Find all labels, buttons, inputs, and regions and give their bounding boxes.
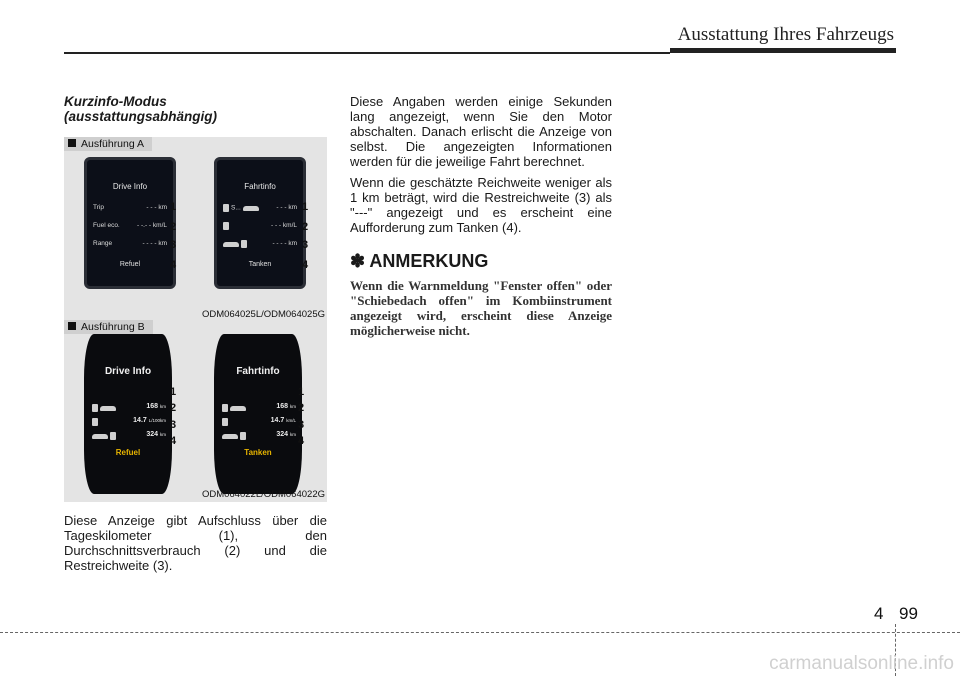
row-unit: km bbox=[160, 404, 166, 409]
figure-a-code: ODM064025L/ODM064025G bbox=[201, 309, 325, 320]
paragraph: Wenn die geschätzte Reichweite weniger als 1 km beträgt, wird die Restreichweite (3) als "---" angezeigt und es erscheint eine Aufforderung zum Tanken (4). bbox=[350, 175, 612, 235]
row-value: 324 bbox=[276, 431, 289, 438]
square-bullet-icon bbox=[68, 139, 76, 147]
row-value: 324 bbox=[146, 431, 159, 438]
car-icon bbox=[92, 434, 108, 439]
page-number: 99 bbox=[899, 604, 918, 623]
callout-3: 3 bbox=[298, 419, 305, 431]
row-value: 14.7 bbox=[270, 417, 285, 424]
row-unit: km bbox=[160, 432, 166, 437]
square-bullet-icon bbox=[68, 322, 76, 330]
display-title: Fahrtinfo bbox=[244, 182, 276, 191]
row-unit: km bbox=[288, 240, 297, 247]
row-label: Trip bbox=[93, 204, 104, 211]
figure-variant-a bbox=[64, 137, 327, 322]
row-fuel-economy bbox=[223, 222, 297, 232]
fuel-pump-icon bbox=[223, 222, 229, 230]
row-value: - - - - bbox=[272, 240, 287, 247]
refuel-prompt: Tanken bbox=[244, 448, 272, 457]
callout-4: 4 bbox=[302, 259, 309, 271]
row-value: - - - bbox=[276, 204, 287, 211]
callout-2: 2 bbox=[170, 221, 177, 233]
row-unit: km bbox=[288, 204, 297, 211]
callout-3: 3 bbox=[170, 239, 177, 251]
row-unit: km/L bbox=[282, 222, 297, 229]
row-label: Range bbox=[93, 240, 113, 247]
header-title: Ausstattung Ihres Fahrzeugs bbox=[677, 24, 894, 45]
row-unit: L/100km bbox=[148, 418, 166, 423]
fuel-pump-icon bbox=[222, 404, 228, 412]
row-value: - - - bbox=[146, 204, 157, 211]
row-fuel-economy bbox=[222, 417, 296, 427]
display-a-english bbox=[84, 157, 176, 289]
fuel-pump-icon bbox=[110, 432, 116, 440]
callout-2: 2 bbox=[170, 402, 177, 414]
figure-a-label bbox=[64, 137, 152, 151]
fuel-pump-icon bbox=[240, 432, 246, 440]
callout-3: 3 bbox=[302, 239, 309, 251]
figure-variant-b bbox=[64, 320, 327, 502]
row-trip bbox=[92, 403, 166, 413]
display-title: Fahrtinfo bbox=[236, 366, 280, 377]
callout-1: 1 bbox=[170, 201, 177, 213]
row-range bbox=[93, 240, 167, 250]
refuel-prompt: Tanken bbox=[248, 261, 272, 268]
row-fuel-economy bbox=[93, 222, 167, 232]
callout-2: 2 bbox=[298, 402, 305, 414]
display-title: Drive Info bbox=[104, 366, 152, 377]
callout-4: 4 bbox=[170, 259, 177, 271]
row-value: - - - bbox=[270, 222, 282, 229]
header-rule bbox=[64, 52, 670, 54]
section-title-line2: (ausstattungsabhängig) bbox=[64, 109, 218, 124]
figure-b-label bbox=[64, 320, 153, 334]
row-range bbox=[92, 431, 166, 441]
row-unit: km bbox=[290, 432, 296, 437]
refuel-prompt: Refuel bbox=[119, 261, 141, 268]
refuel-prompt: Refuel bbox=[115, 448, 141, 457]
row-range bbox=[223, 240, 297, 250]
row-label: S... bbox=[231, 204, 241, 212]
display-b-english bbox=[84, 334, 172, 494]
section-title-line1: Kurzinfo-Modus bbox=[64, 94, 167, 109]
row-unit: km/L bbox=[152, 222, 167, 229]
row-unit: km bbox=[158, 240, 167, 247]
fuel-pump-icon bbox=[223, 204, 229, 212]
row-trip bbox=[93, 204, 167, 214]
row-trip bbox=[222, 403, 296, 413]
row-value: - -.- - bbox=[137, 222, 152, 229]
row-value: 14.7 bbox=[133, 417, 147, 424]
chapter-number: 4 bbox=[874, 604, 884, 623]
note-body: Wenn die Warnmeldung "Fenster offen" oder "Schiebedach offen" im Kombiinstrument angezeigt wird, erscheint diese Anzeige möglicherweise nicht. bbox=[350, 278, 612, 338]
row-unit: km bbox=[158, 204, 167, 211]
note-heading: ✽ ANMERKUNG bbox=[350, 251, 489, 271]
callout-1: 1 bbox=[170, 386, 177, 398]
watermark: carmanualsonline.info bbox=[769, 653, 954, 674]
row-value: 168 bbox=[276, 403, 289, 410]
section-title bbox=[64, 94, 324, 124]
figure-b-code: ODM064022L/ODM064022G bbox=[201, 489, 325, 500]
fuel-pump-icon bbox=[92, 404, 98, 412]
figure-a-label-text: Ausführung A bbox=[81, 138, 145, 150]
header-rule-accent bbox=[670, 48, 896, 53]
car-icon bbox=[243, 206, 259, 211]
row-unit: km/L bbox=[286, 418, 296, 423]
callout-1: 1 bbox=[298, 386, 305, 398]
car-icon bbox=[223, 242, 239, 247]
row-unit: km bbox=[290, 404, 296, 409]
left-paragraph: Diese Anzeige gibt Aufschluss über die Tageskilometer (1), den Durchschnittsverbrauch (2) und die Restreichweite (3). bbox=[64, 513, 327, 573]
row-range bbox=[222, 431, 296, 441]
callout-1: 1 bbox=[302, 201, 309, 213]
footer-rule bbox=[0, 632, 960, 633]
callout-2: 2 bbox=[302, 221, 309, 233]
right-column bbox=[350, 94, 612, 344]
row-value: - - - - bbox=[142, 240, 157, 247]
fuel-pump-icon bbox=[92, 418, 98, 426]
fuel-pump-icon bbox=[241, 240, 247, 248]
paragraph: Diese Angaben werden einige Sekunden lang angezeigt, wenn Sie den Motor abschalten. Danach erlischt die Anzeige von selbst. Die angezeigten Informationen werden für die jeweilige Fahrt berechnet. bbox=[350, 94, 612, 169]
car-icon bbox=[100, 406, 116, 411]
display-title: Drive Info bbox=[112, 182, 148, 191]
car-icon bbox=[222, 434, 238, 439]
row-fuel-economy bbox=[92, 417, 166, 427]
row-value: 168 bbox=[146, 403, 159, 410]
callout-4: 4 bbox=[298, 435, 305, 447]
car-icon bbox=[230, 406, 246, 411]
display-b-german bbox=[214, 334, 305, 494]
figure-b-label-text: Ausführung B bbox=[81, 321, 145, 333]
row-label: Fuel eco. bbox=[93, 222, 120, 229]
callout-4: 4 bbox=[170, 435, 177, 447]
fuel-pump-icon bbox=[222, 418, 228, 426]
callout-3: 3 bbox=[170, 419, 177, 431]
display-a-german bbox=[214, 157, 309, 289]
row-trip bbox=[223, 204, 297, 214]
